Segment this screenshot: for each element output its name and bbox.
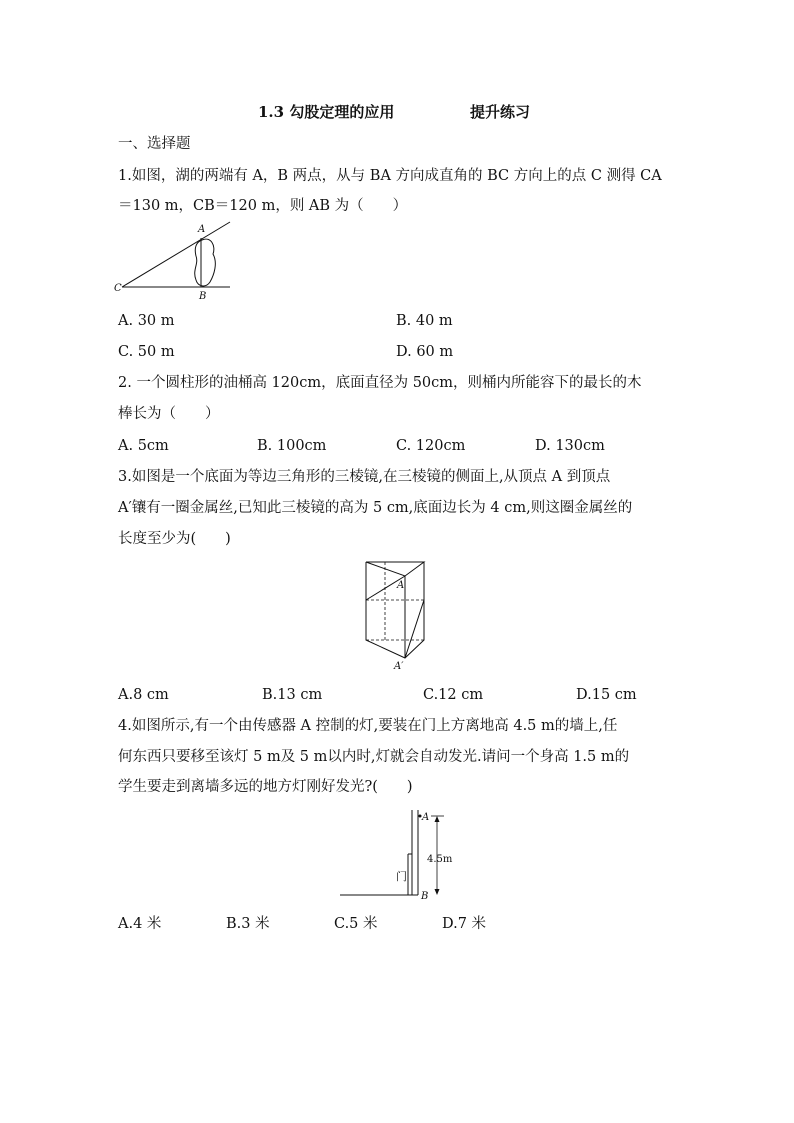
q2-option-a[interactable]: A. 5cm [118,438,169,454]
q1-option-a[interactable]: A. 30 m [118,313,175,329]
q3-top-face [366,562,424,576]
q1-label-a: A [198,224,206,235]
section-heading: 一、选择题 [118,136,191,152]
page-subtitle: 提升练习 [470,103,531,121]
q4-label-b: B [421,891,429,902]
q3-label-a: A [397,580,405,591]
q4-door-label: 门 [396,870,407,883]
q1-option-b[interactable]: B. 40 m [396,313,453,329]
q4-dim-arrow-down [435,889,440,895]
page-title: 1.3 勾股定理的应用 [258,103,395,121]
q1-lake-outline [195,239,216,286]
q1-lake-figure [112,220,237,302]
q3-option-b[interactable]: B.13 cm [262,687,323,703]
q2-option-b[interactable]: B. 100cm [257,438,327,454]
q4-option-c[interactable]: C.5 米 [334,916,378,932]
q4-height-label: 4.5m [427,854,453,865]
q4-option-d[interactable]: D.7 米 [442,916,487,932]
q4-text-line1: 4.如图所示,有一个由传感器 A 控制的灯,要装在门上方离地高 4.5 m的墙上,任 [118,718,618,734]
q3-label-a-prime: A′ [394,661,404,672]
q3-outer-edges [366,562,424,658]
q2-option-d[interactable]: D. 130cm [535,438,605,454]
q2-option-c[interactable]: C. 120cm [396,438,466,454]
q3-option-a[interactable]: A.8 cm [118,687,169,703]
q2-text-line1: 2. 一个圆柱形的油桶高 120cm，底面直径为 50cm，则桶内所能容下的最长的木 [118,375,642,391]
q1-text-line2: ＝130 m，CB＝120 m，则 AB 为（ ） [118,198,408,214]
q1-option-d[interactable]: D. 60 m [396,344,454,360]
q4-dim-arrow-up [435,816,440,822]
q4-option-b[interactable]: B.3 米 [226,916,270,932]
q4-label-a: A [422,812,430,823]
q1-option-c[interactable]: C. 50 m [118,344,175,360]
q4-wall-figure [338,806,468,902]
q1-label-c: C [114,283,122,294]
q1-text-line1: 1.如图，湖的两端有 A，B 两点，从与 BA 方向成直角的 BC 方向上的点 C 测得 CA [118,168,662,184]
q2-text-line2: 棒长为（ ） [118,406,220,422]
q1-label-b: B [199,291,207,302]
q4-option-a[interactable]: A.4 米 [118,916,162,932]
q3-text-line1: 3.如图是一个底面为等边三角形的三棱镜,在三棱镜的侧面上,从顶点 A 到顶点 [118,469,611,485]
q3-prism-figure [364,560,440,672]
q3-text-line2: A′镶有一圈金属丝,已知此三棱镜的高为 5 cm,底面边长为 4 cm,则这圈金属丝的 [118,500,633,516]
q3-option-c[interactable]: C.12 cm [423,687,484,703]
q4-text-line2: 何东西只要移至该灯 5 m及 5 m以内时,灯就会自动发光.请问一个身高 1.5 m的 [118,749,630,765]
q3-text-line3: 长度至少为( ) [118,531,231,547]
q3-option-d[interactable]: D.15 cm [576,687,637,703]
q4-text-line3: 学生要走到离墙多远的地方灯刚好发光?( ) [118,779,413,795]
